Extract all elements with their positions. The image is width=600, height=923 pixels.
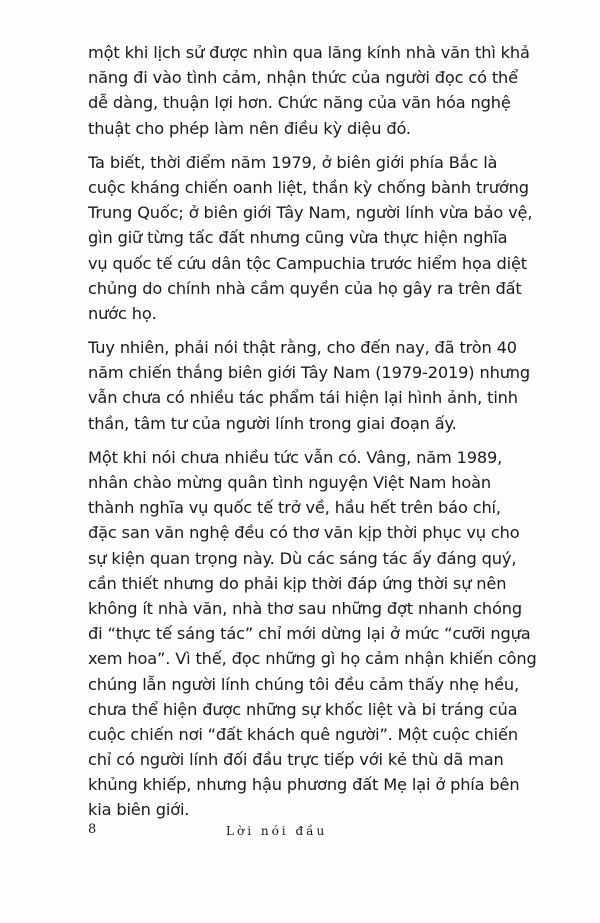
text-line: một khi lịch sử được nhìn qua lăng kính nhà văn thì khả	[88, 43, 530, 62]
text-line: cần thiết nhưng do phải kịp thời đáp ứng thời sự nên	[88, 573, 507, 593]
text-line: chủng do chính nhà cầm quyền của họ gây ra trên đất	[88, 278, 522, 298]
page-footer	[88, 822, 540, 842]
text-line: đi “thực tế sáng tác” chỉ mới dừng lại ở mức “cưỡi ngựa	[88, 624, 531, 644]
paragraph	[88, 445, 537, 823]
text-line: cuộc kháng chiến oanh liệt, thần kỳ chống bành trướng	[88, 177, 529, 197]
text-line: Trung Quốc; ở biên giới Tây Nam, người lính vừa bảo vệ,	[88, 203, 533, 223]
text-line: chưa thể hiện được những sự khốc liệt và bi tráng của	[88, 699, 518, 719]
text-line: thuật cho phép làm nên điều kỳ diệu đó.	[88, 118, 411, 138]
text-line: nước họ.	[88, 303, 157, 323]
text-line: xem hoa”. Vì thế, đọc những gì họ cảm nhận khiến công	[88, 649, 537, 669]
paragraph	[88, 40, 528, 141]
paragraph-gap	[88, 141, 528, 150]
text-line: năng đi vào tình cảm, nhận thức của người đọc có thể	[88, 68, 518, 88]
text-line: không ít nhà văn, nhà thơ sau những đợt nhanh chóng	[88, 598, 523, 618]
body-text	[88, 40, 537, 823]
running-title: Lời nói đầu	[226, 824, 328, 838]
text-line: Tuy nhiên, phải nói thật rằng, cho đến nay, đã tròn 40	[88, 338, 517, 358]
text-line: chúng lẫn người lính chúng tôi đều cảm thấy nhẹ hều,	[88, 674, 519, 694]
text-line: cuộc chiến nơi “đất khách quê người”. Một cuộc chiến	[88, 724, 518, 744]
paragraph-gap	[88, 326, 528, 335]
text-line: nhân chào mừng quân tình nguyện Việt Nam hoàn	[88, 473, 491, 492]
paragraph-gap	[88, 436, 528, 445]
text-line: sự kiện quan trọng này. Dù các sáng tác ấy đáng quý,	[88, 548, 517, 568]
text-line: khủng khiếp, nhưng hậu phương đất Mẹ lại ở phía bên	[88, 775, 520, 795]
text-line: vụ quốc tế cứu dân tộc Campuchia trước hiểm họa diệt	[88, 253, 527, 273]
page-number: 8	[88, 822, 97, 837]
text-line: Ta biết, thời điểm năm 1979, ở biên giới phía Bắc là	[88, 152, 498, 172]
text-line: Một khi nói chưa nhiều tức vẫn có. Vâng, năm 1989,	[88, 447, 503, 467]
paragraph	[88, 335, 531, 436]
text-line: gìn giữ từng tấc đất nhưng cũng vừa thực hiện nghĩa	[88, 228, 508, 248]
text-line: vẫn chưa có nhiều tác phẩm tái hiện lại hình ảnh, tinh	[88, 388, 518, 408]
text-line: thần, tâm tư của người lính trong giai đoạn ấy.	[88, 413, 457, 433]
text-line: năm chiến thắng biên giới Tây Nam (1979-2019) nhưng	[88, 363, 531, 383]
text-line: kia biên giới.	[88, 800, 190, 820]
text-line: chỉ có người lính đối đầu trực tiếp với kẻ thù dã man	[88, 750, 504, 770]
text-line: đặc san văn nghệ đều có thơ văn kịp thời phục vụ cho	[88, 523, 520, 543]
text-line: dễ dàng, thuận lợi hơn. Chức năng của văn hóa nghệ	[88, 93, 511, 113]
text-line: thành nghĩa vụ quốc tế trở về, hầu hết trên báo chí,	[88, 498, 501, 518]
paragraph	[88, 150, 533, 326]
